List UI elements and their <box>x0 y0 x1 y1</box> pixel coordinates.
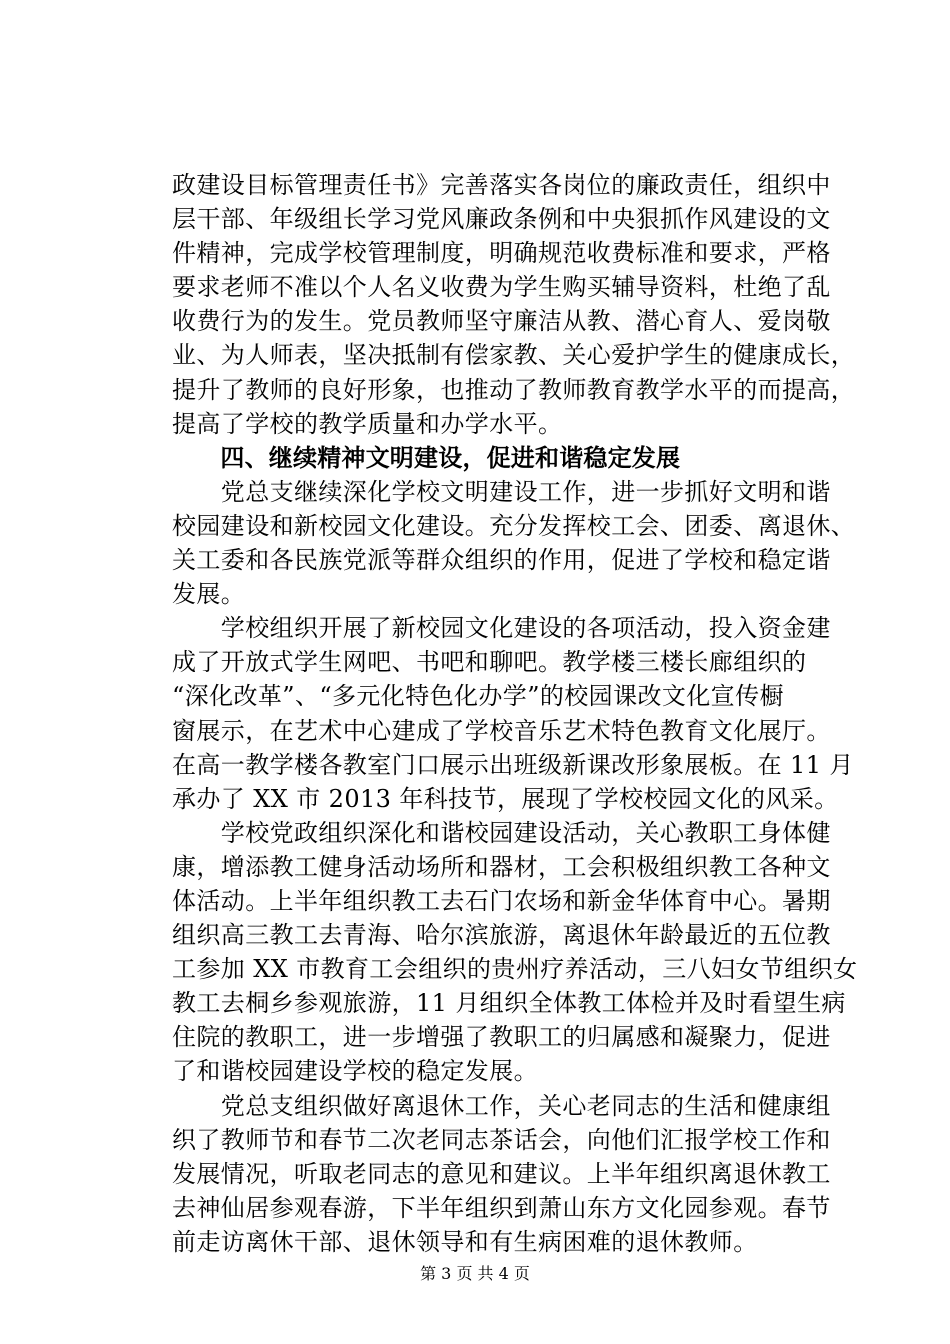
body-line: 业、为人师表，坚决抵制有偿家教、关心爱护学生的健康成长， <box>172 341 856 370</box>
body-line: 窗展示，在艺术中心建成了学校音乐艺术特色教育文化展厅。 <box>172 716 831 745</box>
body-line: 发展。 <box>172 580 246 609</box>
body-line: 提高了学校的教学质量和办学水平。 <box>172 409 563 438</box>
body-line: 前走访离休干部、退休领导和有生病困难的退休教师。 <box>172 1227 758 1256</box>
body-line: 承办了 XX 市 2013 年科技节，展现了学校校园文化的风采。 <box>172 784 839 813</box>
body-line: 要求老师不准以个人名义收费为学生购买辅导资料，杜绝了乱 <box>172 273 831 302</box>
body-line: “深化改革”、“多元化特色化办学”的校园课改文化宣传橱 <box>172 682 784 711</box>
body-line: 党总支继续深化学校文明建设工作，进一步抓好文明和谐 <box>172 477 831 506</box>
body-line: 康，增添教工健身活动场所和器材，工会积极组织教工各种文 <box>172 852 831 881</box>
body-line: 学校组织开展了新校园文化建设的各项活动，投入资金建 <box>172 614 831 643</box>
body-line: 收费行为的发生。党员教师坚守廉洁从教、潜心育人、爱岗敬 <box>172 307 831 336</box>
body-line: 政建设目标管理责任书》完善落实各岗位的廉政责任，组织中 <box>172 171 831 199</box>
section-heading: 四、继续精神文明建设，促进和谐稳定发展 <box>172 442 681 472</box>
body-line: 教工去桐乡参观旅游，11 月组织全体教工体检并及时看望生病 <box>172 989 846 1018</box>
body-line: 学校党政组织深化和谐校园建设活动，关心教职工身体健 <box>172 818 831 847</box>
body-line: 层干部、年级组长学习党风廉政条例和中央狠抓作风建设的文 <box>172 205 831 234</box>
body-line: 党总支组织做好离退休工作，关心老同志的生活和健康组 <box>172 1091 831 1120</box>
body-line: 件精神，完成学校管理制度，明确规范收费标准和要求，严格 <box>172 239 831 268</box>
body-line: 住院的教职工，进一步增强了教职工的归属感和凝聚力，促进 <box>172 1023 831 1052</box>
body-line: 体活动。上半年组织教工去石门农场和新金华体育中心。暑期 <box>172 886 831 915</box>
body-line: 去神仙居参观春游，下半年组织到萧山东方文化园参观。春节 <box>172 1193 831 1222</box>
body-line: 了和谐校园建设学校的稳定发展。 <box>172 1057 538 1086</box>
body-line: 发展情况，听取老同志的意见和建议。上半年组织离退休教工 <box>172 1159 831 1188</box>
document-body <box>172 168 862 1259</box>
body-line: 校园建设和新校园文化建设。充分发挥校工会、团委、离退休、 <box>172 511 856 540</box>
body-line: 在高一教学楼各教室门口展示出班级新课改形象展板。在 11 月 <box>172 750 854 779</box>
body-line: 工参加 XX 市教育工会组织的贵州疗养活动，三八妇女节组织女 <box>172 955 858 984</box>
body-line: 关工委和各民族党派等群众组织的作用，促进了学校和稳定谐 <box>172 546 831 575</box>
body-line: 织了教师节和春节二次老同志茶话会，向他们汇报学校工作和 <box>172 1125 831 1154</box>
body-line: 组织高三教工去青海、哈尔滨旅游，离退休年龄最近的五位教 <box>172 921 831 950</box>
page-footer: 第 3 页 共 4 页 <box>420 1264 530 1283</box>
body-line: 提升了教师的良好形象，也推动了教师教育教学水平的而提高， <box>172 375 856 404</box>
body-line: 成了开放式学生网吧、书吧和聊吧。教学楼三楼长廊组织的 <box>172 648 807 677</box>
